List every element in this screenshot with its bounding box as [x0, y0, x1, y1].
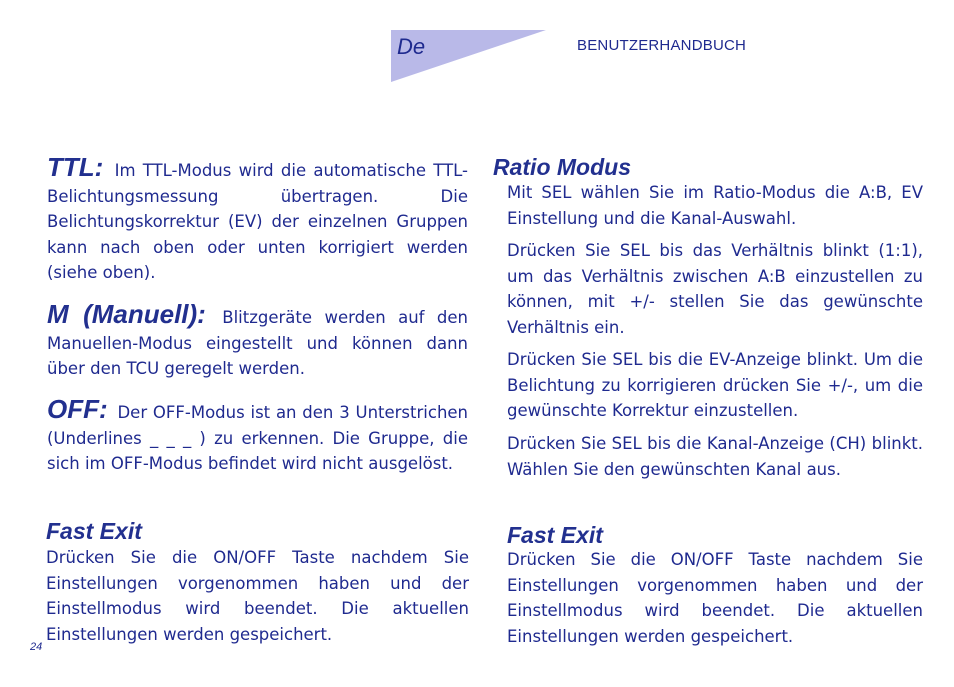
- ttl-text: Im TTL-Modus wird die automatische TTL-Belichtungsmessung übertragen. Die Belichtungskorrektur (EV) der einzelnen Gruppen kann nach oben oder unten korrigiert werden (siehe oben).: [47, 161, 469, 282]
- left-fast-exit-heading: Fast Exit: [46, 518, 142, 544]
- manuell-paragraph: [47, 299, 468, 382]
- page-number: 24: [30, 641, 43, 653]
- manuell-text: Blitzgeräte werden auf den Manuellen-Modus eingestellt und können dann über den TCU geregelt werden.: [47, 308, 468, 378]
- manual-title: BENUTZERHANDBUCH: [577, 37, 747, 54]
- ratio-p3: Drücken Sie SEL bis die EV-Anzeige blinkt. Um die Belichtung zu korrigieren drücken Sie +/-, um die gewünschte Korrektur einzustellen.: [507, 350, 923, 420]
- ratio-p4: Drücken Sie SEL bis die Kanal-Anzeige (CH) blinkt. Wählen Sie den gewünschten Kanal aus.: [507, 434, 923, 479]
- language-tab: [391, 30, 546, 82]
- off-text: Der OFF-Modus ist an den 3 Unterstrichen (Underlines _ _ _ ) zu erkennen. Die Gruppe, die sich im OFF-Modus befindet wird nicht ausgelöst.: [47, 403, 469, 473]
- ratio-heading: Ratio Modus: [493, 154, 631, 180]
- manuell-lead: M (Manuell):: [47, 299, 206, 329]
- ttl-lead: TTL:: [47, 152, 104, 182]
- ttl-paragraph: [47, 152, 469, 286]
- right-fast-exit-text: Drücken Sie die ON/OFF Taste nachdem Sie Einstellungen vorgenommen haben und der Einstellmodus wird beendet. Die aktuellen Einstellungen werden gespeichert.: [507, 550, 923, 646]
- language-tab-label: De: [397, 34, 426, 59]
- left-fast-exit-text: Drücken Sie die ON/OFF Taste nachdem Sie Einstellungen vorgenommen haben und der Einstellmodus wird beendet. Die aktuellen Einstellungen werden gespeichert.: [46, 548, 469, 644]
- ratio-p2: Drücken Sie SEL bis das Verhältnis blinkt (1:1), um das Verhältnis zwischen A:B einzustellen zu können, mit +/- stellen Sie das gewünschte Verhältnis ein.: [507, 241, 923, 337]
- off-lead: OFF:: [47, 394, 108, 424]
- ratio-p1: Mit SEL wählen Sie im Ratio-Modus die A:B, EV Einstellung und die Kanal-Auswahl.: [507, 183, 923, 228]
- right-fast-exit-heading: Fast Exit: [507, 522, 603, 548]
- off-paragraph: [47, 394, 469, 477]
